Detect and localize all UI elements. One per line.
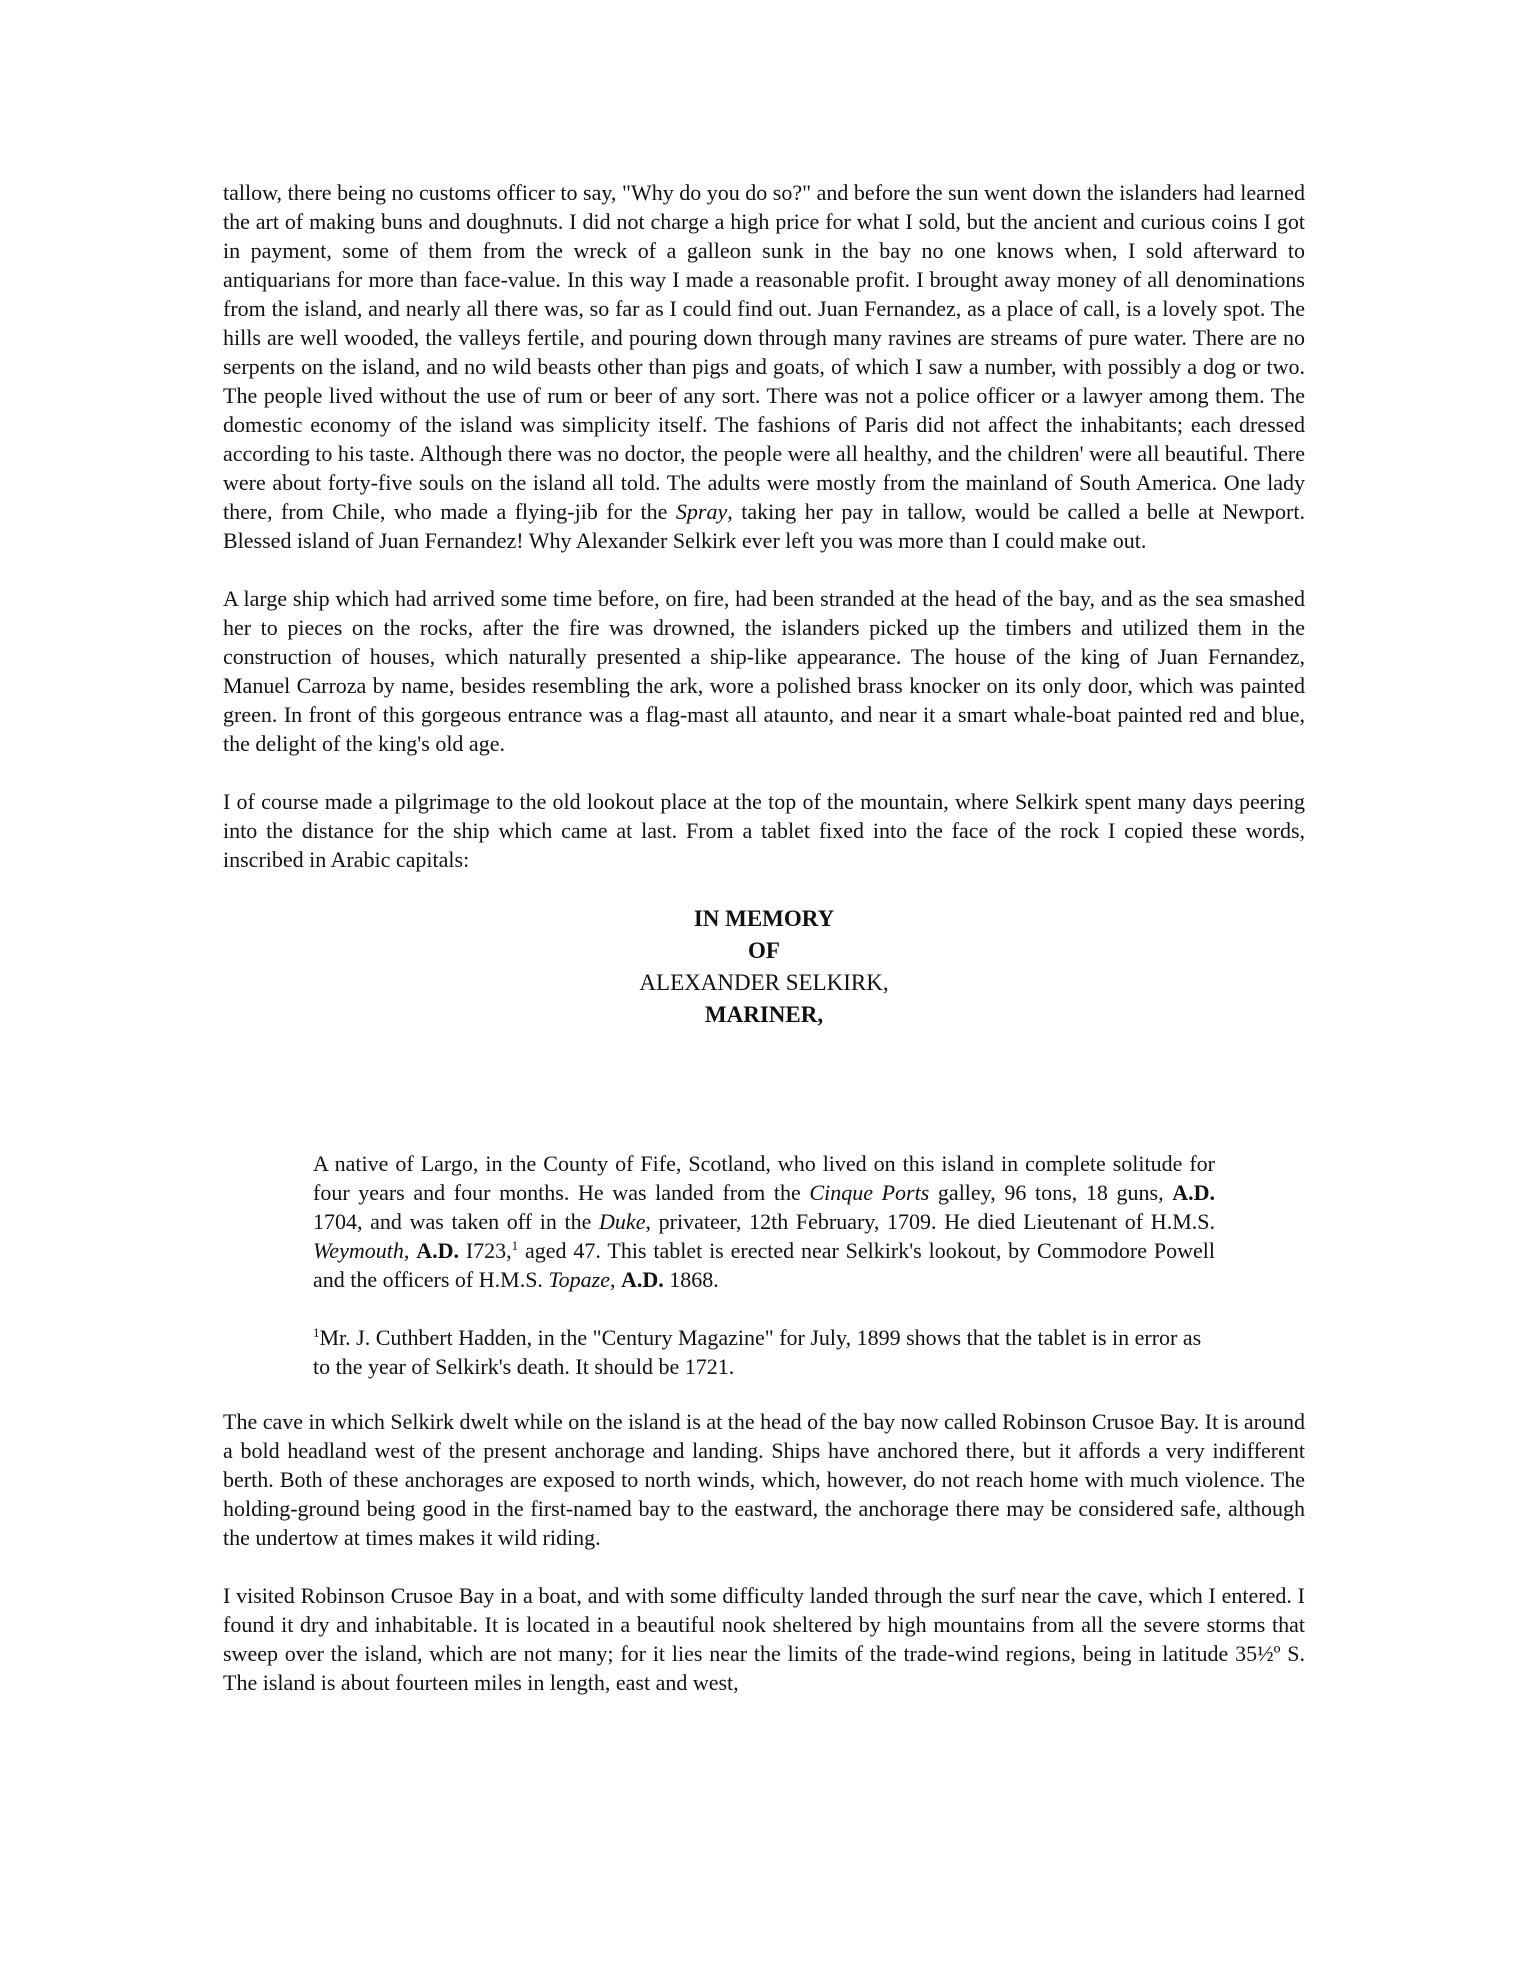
ship-name-weymouth: Weymouth — [313, 1238, 404, 1263]
paragraph-island-trade: tallow, there being no customs officer to say, "Why do you do so?" and before the sun went down the islanders had learned the art of making buns and doughnuts. I did not charge a high price for what I sold, but the ancient and curious coins I got in payment, some of them from the wreck of a galleon sunk in the bay no one knows when, I sold afterward to antiquarians for more than face-value. In this way I made a reasonable profit. I brought away money of all denominations from the island, and nearly all there was, so far as I could find out. Juan Fernandez, as a place of call, is a lovely spot. The hills are well wooded, the valleys fertile, and pouring down through many ravines are streams of pure water. There are no serpents on the island, and no wild beasts other than pigs and goats, of which I saw a number, with possibly a dog or two. The people lived without the use of rum or beer of any sort. There was not a police officer or a lawyer among them. The domestic economy of the island was simplicity itself. The fashions of Paris did not affect the inhabitants; each dressed according to his taste. Although there was no doctor, the people were all healthy, and the children' were all beautiful. There were about forty-five souls on the island all told. The adults were mostly from the mainland of South America. One lady there, from Chile, who made a flying-jib for the Spray, taking her pay in tallow, would be called a belle at Newport. Blessed island of Juan Fernandez! Why Alexander Selkirk ever left you was more than I could make out. — [223, 180, 1305, 553]
paragraph-pilgrimage: I of course made a pilgrimage to the old lookout place at the top of the mountain, where Selkirk spent many days peering into the distance for the ship which came at last. From a tablet fixed into the face of the rock I copied these words, inscribed in Arabic capitals: — [223, 789, 1305, 872]
ship-name-spray: Spray — [675, 499, 728, 524]
tablet-inscription: A native of Largo, in the County of Fife, Scotland, who lived on this island in complete solitude for four years and four months. He was landed from the Cinque Ports galley, 96 tons, 18 guns, A.D. 1704, and was taken off in the Duke, privateer, 12th February, 1709. He died Lieutenant of H.M.S. Weymouth, A.D. I723,$^1$ aged 47. This tablet is erected near Selkirk's lookout, by Commodore Powell and the officers of H.M.S. Topaze, A.D. 1868. — [313, 1151, 1216, 1292]
paragraph-stranded-ship: A large ship which had arrived some time before, on fire, had been stranded at the head of the bay, and as the sea smashed her to pieces on the rocks, after the fire was drowned, the islanders picked up the timbers and utilized them in the construction of houses, which naturally presented a ship-like appearance. The house of the king of Juan Fernandez, Manuel Carroza by name, besides resembling the ark, wore a polished brass knocker on its only door, which was painted green. In front of this gorgeous entrance was a flag-mast all ataunto, and near it a smart whale-boat painted red and blue, the delight of the king's old age. — [223, 586, 1305, 756]
tablet-line-of: OF — [748, 938, 780, 963]
footnote-number: 1 — [313, 1325, 320, 1340]
tablet-heading — [223, 903, 1305, 1031]
paragraph-cave-bay: The cave in which Selkirk dwelt while on the island is at the head of the bay now called Robinson Crusoe Bay. It is around a bold headland west of the present anchorage and landing. Ships have anchored there, but it affords a very indifferent berth. Both of these anchorages are exposed to north winds, which, however, do not reach home with much violence. The holding-ground being good in the first-named bay to the eastward, the anchorage there may be considered safe, although the undertow at times makes it wild riding. — [223, 1409, 1305, 1550]
ship-name-topaze: Topaze — [548, 1267, 610, 1292]
tablet-line-mariner: MARINER, — [704, 1002, 824, 1027]
paragraph-visit-cave: I visited Robinson Crusoe Bay in a boat, and with some difficulty landed through the surf near the cave, which I entered. I found it dry and inhabitable. It is located in a beautiful nook sheltered by high mountains from all the severe storms that sweep over the island, which are not many; for it lies near the limits of the trade-wind regions, being in latitude 35½º S. The island is about fourteen miles in length, east and west, — [223, 1583, 1305, 1695]
document-page — [223, 178, 1305, 1726]
ship-name-duke: Duke — [599, 1209, 646, 1234]
footnote-marker: 1 — [511, 1238, 519, 1253]
footnote: $^1$Mr. J. Cuthbert Hadden, in the "Century Magazine" for July, 1899 shows that the tablet is in error as to the year of Selkirk's death. It should be 1721. — [313, 1325, 1202, 1379]
tablet-line-name: ALEXANDER SELKIRK, — [639, 970, 889, 995]
tablet-line-in-memory: IN MEMORY — [693, 906, 835, 931]
ship-name-cinque-ports: Cinque Ports — [809, 1180, 930, 1205]
